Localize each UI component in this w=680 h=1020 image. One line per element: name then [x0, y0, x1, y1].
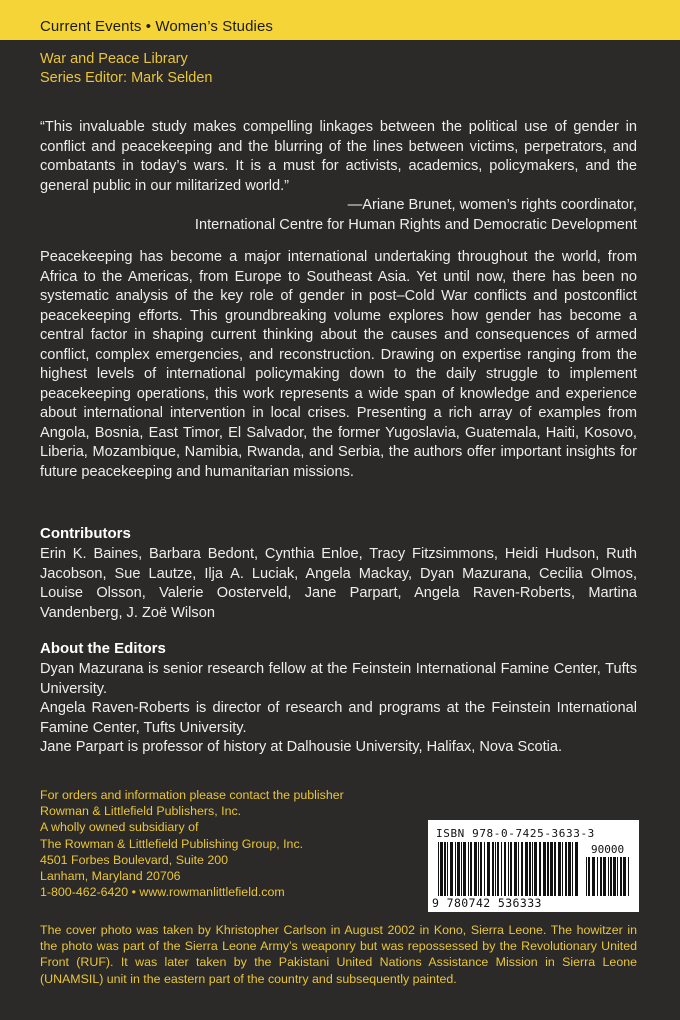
barcode-bar	[586, 857, 587, 896]
isbn-number: ISBN 978-0-7425-3633-3	[436, 827, 595, 840]
quote-text: “This invaluable study makes compelling linkages between the political use of gender in conflict and peacekeeping and the blurring of the lines between victims, perpetrators, and combatants in today’s wars. It is a must for activists, academics, policymakers, and the general public in our militarized world.”	[40, 119, 637, 194]
publisher-line: Rowman & Littlefield Publishers, Inc.	[40, 804, 242, 819]
barcode-bar	[455, 842, 456, 896]
barcode-bar	[547, 842, 549, 896]
barcode-bar	[525, 842, 528, 896]
barcode-bar	[470, 842, 472, 896]
barcode-bar	[487, 842, 490, 896]
barcode-bar	[539, 842, 541, 896]
barcode-bar	[480, 842, 482, 896]
barcode-bar	[613, 857, 616, 896]
barcode-bar	[532, 842, 533, 896]
barcode-bar	[620, 857, 622, 896]
barcode-bar	[623, 857, 626, 896]
editors-heading: About the Editors	[40, 640, 166, 657]
barcode-bar	[468, 842, 469, 896]
barcode-bar	[597, 857, 598, 896]
category-label: Current Events • Women’s Studies	[40, 18, 273, 35]
barcode-bar	[521, 842, 523, 896]
editor-bio: Dyan Mazurana is senior research fellow at the Feinstein International Famine Center, Tufts University.	[40, 661, 637, 697]
barcode-bar	[440, 842, 443, 896]
series-info	[40, 50, 212, 88]
barcode-bar	[550, 842, 553, 896]
barcode-bar	[610, 857, 612, 896]
barcode-bar	[588, 857, 590, 896]
contributors-heading: Contributors	[40, 525, 131, 542]
editors-bios	[40, 660, 637, 758]
series-editor: Series Editor: Mark Selden	[40, 70, 213, 86]
barcode-bar	[497, 842, 499, 896]
barcode-bar	[562, 842, 563, 896]
barcode-bar	[461, 842, 462, 896]
barcode-bar	[510, 842, 512, 896]
barcode-bar	[495, 842, 496, 896]
quote-attribution-name: —Ariane Brunet, women’s rights coordinator,	[347, 197, 637, 213]
barcode-bar	[508, 842, 509, 896]
barcode-bar	[484, 842, 485, 896]
publisher-line: 1-800-462-6420 • www.rowmanlittlefield.com	[40, 885, 285, 900]
barcode-bar	[608, 857, 609, 896]
barcode-bar	[492, 842, 494, 896]
barcode-bar	[438, 842, 439, 896]
publisher-info	[40, 787, 344, 900]
cover-photo-credit: The cover photo was taken by Khristopher Carlson in August 2002 in Kono, Sierra Leone. The howitzer in the photo was part of the Sierra Leone Army’s weaponry but was repossessed by the Revolutionary United Front (RUF). It was later taken by the Pakistani United Nations Assistance Mission in Sierra Leone (UNAMSIL) unit in the eastern part of the country and subsequently painted.	[40, 923, 637, 986]
endorsement-quote	[40, 118, 637, 235]
editor-bio: Jane Parpart is professor of history at Dalhousie University, Halifax, Nova Scotia.	[40, 739, 563, 755]
barcode-bar	[628, 857, 629, 896]
series-library: War and Peace Library	[40, 51, 188, 67]
contributors-list: Erin K. Baines, Barbara Bedont, Cynthia Enloe, Tracy Fitzsimmons, Heidi Hudson, Ruth Jacobson, Sue Lautze, Ilja A. Luciak, Angela Mackay, Dyan Mazurana, Cecilia Olmos, Louise Olsson, Valerie Oosterveld, Jane Parpart, Angela Raven-Roberts, Martina Vandenberg, J. Zoë Wilson	[40, 546, 637, 621]
barcode-bar	[592, 857, 595, 896]
barcode-bar	[457, 842, 460, 896]
barcode-bar	[568, 842, 571, 896]
category-banner	[0, 0, 680, 40]
publisher-line: A wholly owned subsidiary of	[40, 820, 199, 835]
barcode-bar	[514, 842, 517, 896]
barcode-bar	[534, 842, 537, 896]
barcode-bar	[474, 842, 477, 896]
barcode-bar	[617, 857, 618, 896]
barcode-bar	[501, 842, 502, 896]
barcode-bar	[543, 842, 546, 896]
barcode-bar	[518, 842, 519, 896]
publisher-line: The Rowman & Littlefield Publishing Group, Inc.	[40, 836, 304, 851]
barcode-bar	[575, 842, 578, 896]
barcode-bar	[463, 842, 466, 896]
barcode-bar	[450, 842, 453, 896]
barcode-bar	[444, 842, 446, 896]
barcode-bar	[478, 842, 479, 896]
barcode-bar	[554, 842, 556, 896]
publisher-line: 4501 Forbes Boulevard, Suite 200	[40, 852, 229, 867]
barcode-bar	[565, 842, 567, 896]
barcode-bar	[504, 842, 506, 896]
barcode-bar	[558, 842, 561, 896]
barcode-bar	[600, 857, 602, 896]
barcode-addon-label: 90000	[591, 843, 625, 856]
isbn-barcode	[428, 820, 639, 912]
quote-attribution-org: International Centre for Human Rights and Democratic Development	[194, 216, 637, 233]
publisher-line: Lanham, Maryland 20706	[40, 869, 181, 884]
barcode-bar	[447, 842, 448, 896]
ean-digits: 9 780742 536333	[432, 896, 542, 910]
barcode-bar	[603, 857, 606, 896]
barcode-bar	[529, 842, 531, 896]
publisher-line: For orders and information please contact the publisher	[40, 788, 344, 802]
editor-bio: Angela Raven-Roberts is director of research and programs at the Feinstein International Famine Center, Tufts University.	[40, 700, 637, 736]
book-description: Peacekeeping has become a major international undertaking throughout the world, from Africa to the Americas, from Europe to Southeast Asia. Yet until now, there has been no systematic analysis of the key role of gender in post–Cold War conflicts and postconflict peacekeeping efforts. This groundbreaking volume explores how gender has become a central factor in shaping current thinking about the causes and consequences of armed conflict, complex emergencies, and reconstruction. Drawing on expertise ranging from the highest levels of international policymaking down to the daily struggle to implement peacekeeping operations, this work represents a wide span of knowledge and experience about international intervention in local crises. Presenting a rich array of examples from Angola, Bosnia, East Timor, El Salvador, the former Yugoslavia, Guatemala, Haiti, Kosovo, Liberia, Mozambique, Namibia, Rwanda, and Serbia, the authors offer important insights for future peacekeeping and humanitarian missions.	[40, 249, 637, 480]
barcode-bar	[572, 842, 573, 896]
